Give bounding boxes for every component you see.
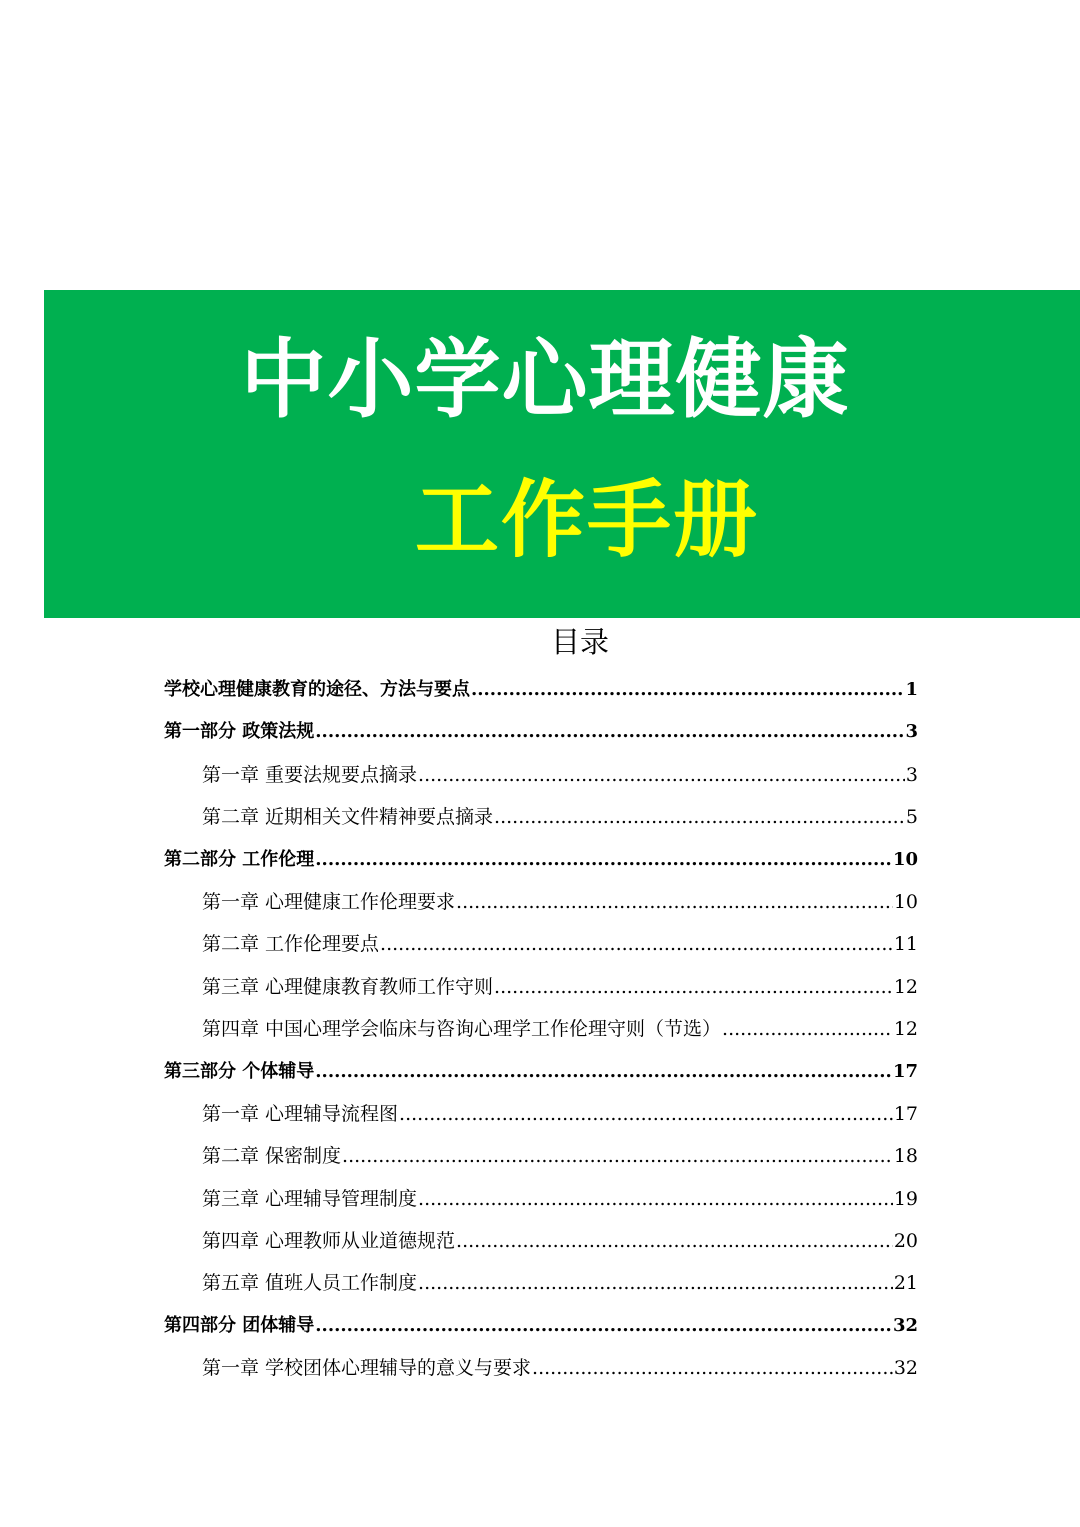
toc-dot-leader — [532, 1347, 893, 1389]
toc-heading: 目录 — [550, 625, 609, 659]
toc-chapter-entry[interactable] — [164, 1178, 918, 1220]
toc-entry-title: 第一章 心理辅导流程图 — [202, 1102, 399, 1125]
toc-part-entry[interactable] — [164, 669, 918, 711]
toc-dot-leader — [315, 1051, 892, 1093]
toc-chapter-entry[interactable] — [164, 966, 918, 1008]
toc-chapter-entry[interactable] — [164, 881, 918, 923]
toc-dot-leader — [494, 966, 893, 1008]
toc-dot-leader — [418, 1178, 893, 1220]
toc-dot-leader — [456, 881, 893, 923]
table-of-contents — [164, 669, 918, 1390]
toc-page-number: 5 — [905, 806, 918, 829]
toc-dot-leader — [418, 1262, 893, 1304]
toc-part-entry[interactable] — [164, 839, 918, 881]
toc-chapter-entry[interactable] — [164, 1220, 918, 1262]
toc-chapter-entry[interactable] — [164, 754, 918, 796]
toc-page-number: 3 — [905, 721, 918, 743]
toc-page-number: 3 — [905, 763, 918, 786]
toc-part-entry[interactable] — [164, 711, 918, 753]
toc-page-number: 10 — [893, 890, 918, 913]
toc-dot-leader — [315, 839, 892, 881]
toc-dot-leader — [456, 1220, 893, 1262]
toc-entry-title: 第五章 值班人员工作制度 — [202, 1272, 418, 1295]
toc-dot-leader — [399, 1093, 893, 1135]
toc-part-entry[interactable] — [164, 1305, 918, 1347]
toc-page-number: 32 — [892, 1314, 918, 1336]
toc-page-number: 17 — [893, 1102, 918, 1125]
cover-title-line1: 中小学心理健康 — [240, 330, 850, 430]
toc-entry-title: 第三部分 个体辅导 — [164, 1060, 315, 1082]
toc-chapter-entry[interactable] — [164, 923, 918, 965]
toc-dot-leader — [418, 754, 905, 796]
toc-page-number: 12 — [893, 975, 918, 998]
toc-chapter-entry[interactable] — [164, 796, 918, 838]
toc-page-number: 17 — [892, 1060, 918, 1082]
toc-entry-title: 第一章 学校团体心理辅导的意义与要求 — [202, 1357, 532, 1380]
toc-entry-title: 第一章 心理健康工作伦理要求 — [202, 890, 456, 913]
toc-entry-title: 第三章 心理辅导管理制度 — [202, 1187, 418, 1210]
toc-entry-title: 第三章 心理健康教育教师工作守则 — [202, 975, 494, 998]
toc-entry-title: 学校心理健康教育的途径、方法与要点 — [164, 679, 470, 700]
toc-part-entry[interactable] — [164, 1051, 918, 1093]
toc-chapter-entry[interactable] — [164, 1093, 918, 1135]
toc-entry-title: 第二部分 工作伦理 — [164, 848, 315, 870]
toc-chapter-entry[interactable] — [164, 1262, 918, 1304]
toc-chapter-entry[interactable] — [164, 1135, 918, 1177]
toc-dot-leader — [380, 923, 893, 965]
toc-entry-title: 第二章 保密制度 — [202, 1145, 342, 1168]
toc-dot-leader — [494, 796, 905, 838]
toc-dot-leader — [471, 669, 904, 711]
toc-entry-title: 第二章 近期相关文件精神要点摘录 — [202, 806, 494, 829]
toc-page-number: 19 — [893, 1187, 918, 1210]
toc-entry-title: 第一章 重要法规要点摘录 — [202, 763, 418, 786]
toc-dot-leader — [315, 1305, 892, 1347]
toc-entry-title: 第四部分 团体辅导 — [164, 1314, 315, 1336]
toc-entry-title: 第四章 心理教师从业道德规范 — [202, 1230, 456, 1253]
toc-page-number: 11 — [893, 933, 918, 956]
toc-page-number: 12 — [893, 1018, 918, 1041]
toc-dot-leader — [722, 1008, 893, 1050]
toc-entry-title: 第四章 中国心理学会临床与咨询心理学工作伦理守则（节选） — [202, 1018, 722, 1041]
toc-chapter-entry[interactable] — [164, 1008, 918, 1050]
cover-title-line2: 工作手册 — [414, 471, 759, 569]
toc-entry-title: 第一部分 政策法规 — [164, 721, 315, 743]
toc-dot-leader — [315, 711, 904, 753]
toc-page-number: 20 — [893, 1230, 918, 1253]
toc-entry-title: 第二章 工作伦理要点 — [202, 933, 380, 956]
toc-page-number: 1 — [905, 679, 918, 700]
toc-page-number: 10 — [892, 848, 918, 870]
toc-page-number: 32 — [893, 1357, 918, 1380]
toc-page-number: 21 — [893, 1272, 918, 1295]
toc-chapter-entry[interactable] — [164, 1347, 918, 1389]
toc-dot-leader — [342, 1135, 893, 1177]
toc-page-number: 18 — [893, 1145, 918, 1168]
